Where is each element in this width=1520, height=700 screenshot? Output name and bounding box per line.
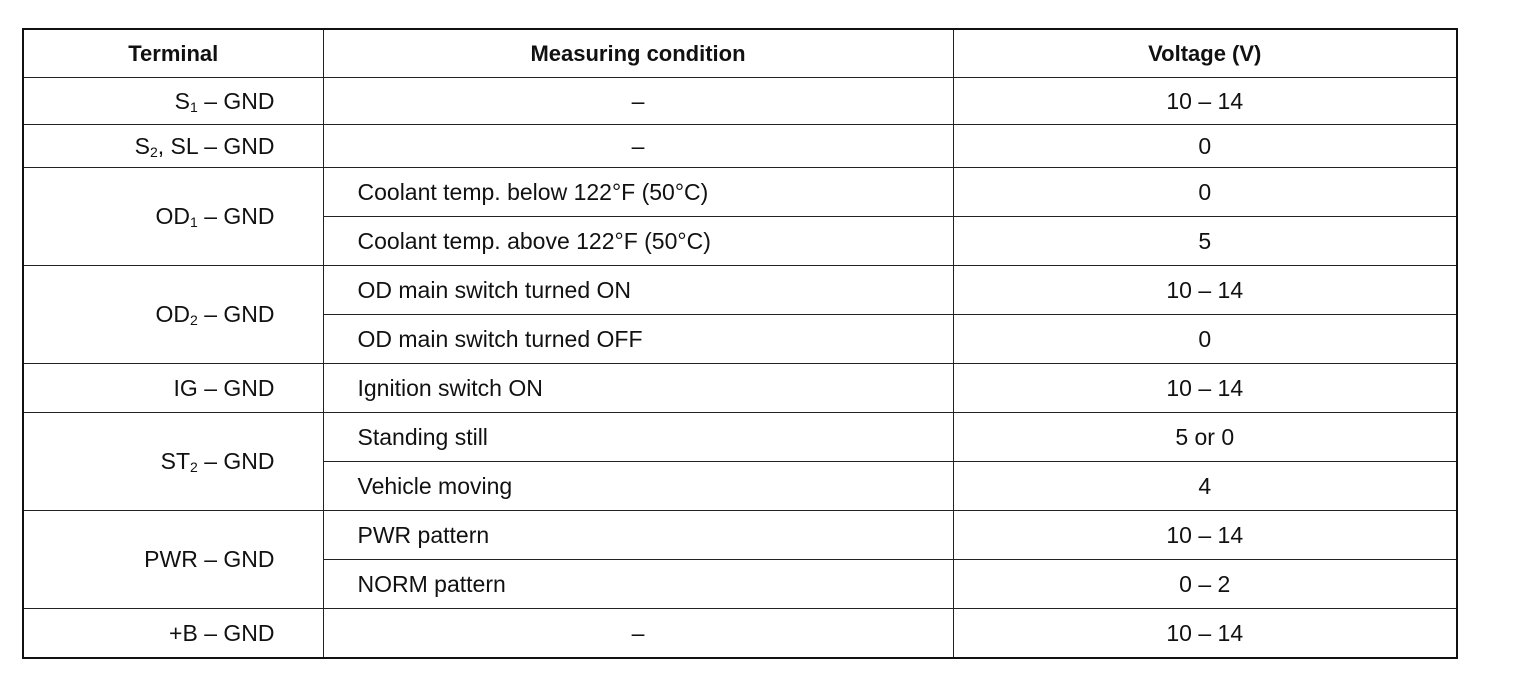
condition-cell: – [323, 609, 953, 659]
voltage-cell: 5 or 0 [953, 413, 1457, 462]
voltage-cell: 5 [953, 217, 1457, 266]
condition-cell: Coolant temp. above 122°F (50°C) [323, 217, 953, 266]
table-row [23, 609, 1457, 659]
condition-cell: Coolant temp. below 122°F (50°C) [323, 168, 953, 217]
header-measuring-condition: Measuring condition [323, 29, 953, 78]
voltage-cell: 4 [953, 462, 1457, 511]
header-terminal: Terminal [23, 29, 323, 78]
condition-cell: NORM pattern [323, 560, 953, 609]
condition-cell: – [323, 125, 953, 168]
condition-cell: OD main switch turned OFF [323, 315, 953, 364]
table-row [23, 413, 1457, 462]
table-row [23, 78, 1457, 125]
voltage-cell: 10 – 14 [953, 266, 1457, 315]
condition-cell: – [323, 78, 953, 125]
voltage-cell: 10 – 14 [953, 364, 1457, 413]
terminal-cell: PWR – GND [23, 511, 323, 609]
terminal-cell: $ST_2$ – GND [23, 413, 323, 511]
condition-cell: Ignition switch ON [323, 364, 953, 413]
condition-cell: Vehicle moving [323, 462, 953, 511]
condition-cell: Standing still [323, 413, 953, 462]
voltage-cell: 10 – 14 [953, 609, 1457, 659]
voltage-cell: 0 – 2 [953, 560, 1457, 609]
table-row [23, 168, 1457, 217]
table-row [23, 266, 1457, 315]
voltage-cell: 10 – 14 [953, 78, 1457, 125]
table-row [23, 125, 1457, 168]
voltage-cell: 0 [953, 315, 1457, 364]
terminal-cell: IG – GND [23, 364, 323, 413]
voltage-cell: 10 – 14 [953, 511, 1457, 560]
header-voltage: Voltage (V) [953, 29, 1457, 78]
table-row [23, 511, 1457, 560]
terminal-cell: $OD_2$ – GND [23, 266, 323, 364]
terminal-cell: $S_2$, SL – GND [23, 125, 323, 168]
terminal-cell: +B – GND [23, 609, 323, 659]
voltage-cell: 0 [953, 125, 1457, 168]
table-row [23, 364, 1457, 413]
condition-cell: OD main switch turned ON [323, 266, 953, 315]
terminal-voltage-table [22, 28, 1458, 659]
header-row [23, 29, 1457, 78]
terminal-cell: $S_1$ – GND [23, 78, 323, 125]
terminal-cell: $OD_1$ – GND [23, 168, 323, 266]
voltage-cell: 0 [953, 168, 1457, 217]
condition-cell: PWR pattern [323, 511, 953, 560]
